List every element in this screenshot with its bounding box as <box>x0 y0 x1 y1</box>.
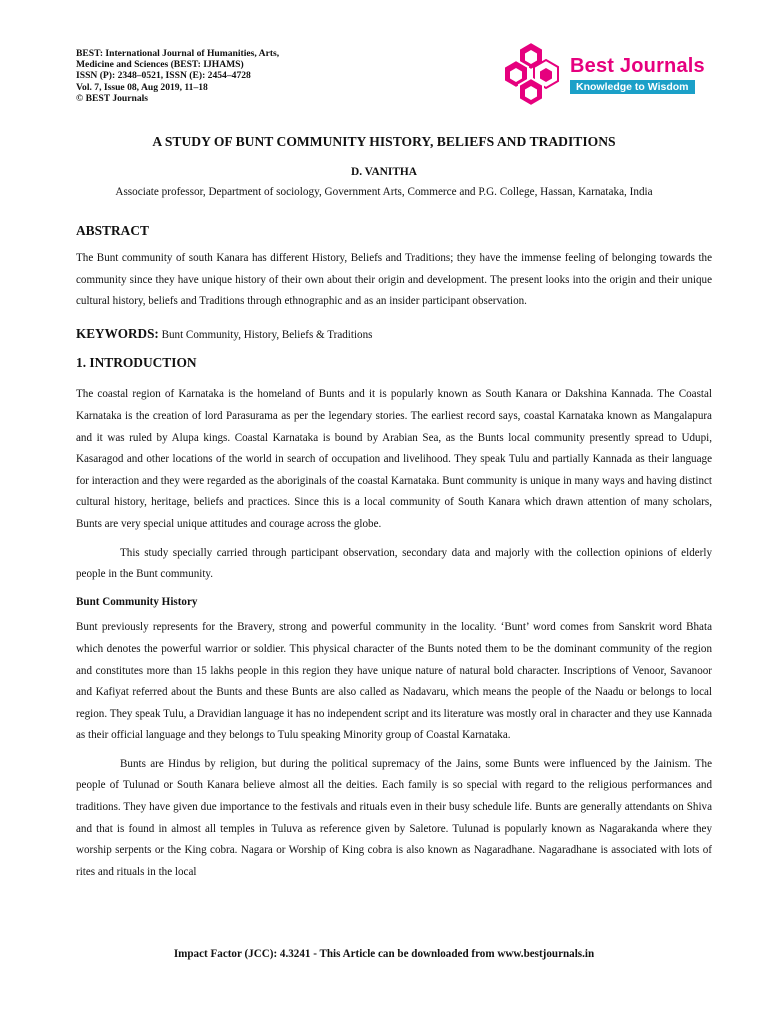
keywords-text: Bunt Community, History, Beliefs & Traditions <box>158 328 373 341</box>
copyright-line: © BEST Journals <box>76 92 149 104</box>
journal-info <box>76 48 279 104</box>
history-paragraph-1: Bunt previously represents for the Bravery, strong and powerful community in the locality. ‘Bunt’ word comes from Sanskrit word Bhata which denotes the powerful warrior or soldier. This physical character of the Bunts noted them to be the dominant community of the region and constitutes more than 15 lakhs people in this region they have unique nature of natural bold character. Inscriptions of Venoor, Savanoor and Kafiyat referred about the Bunts and these Bunts are also called as Nadavaru, which means the people of the Naadu or belongs to local region. They speak Tulu, a Dravidian language it has no independent script and its literature was mostly oral in character and they use Kannada as their official language and they belongs to Tulu speaking Minority group of Coastal Karnataka. <box>76 621 712 742</box>
article-title: A STUDY OF BUNT COMMUNITY HISTORY, BELIEFS AND TRADITIONS <box>152 134 616 149</box>
journal-name-line: BEST: International Journal of Humanities, Arts, <box>76 48 280 59</box>
author-name: D. VANITHA <box>350 166 418 178</box>
logo-text <box>570 55 705 95</box>
author-affiliation: Associate professor, Department of sociology, Government Arts, Commerce and P.G. College, Hassan, Karnataka, India <box>115 186 653 198</box>
logo-title: Best Journals <box>570 55 705 77</box>
page-footer: Impact Factor (JCC): 4.3241 - This Article can be downloaded from www.bestjournals.in <box>173 948 595 960</box>
volume-issue-line: Vol. 7, Issue 08, Aug 2019, 11–18 <box>76 81 208 93</box>
best-journals-logo <box>496 40 716 108</box>
keywords-line <box>76 323 712 347</box>
issn-line: ISSN (P): 2348–0521, ISSN (E): 2454–4728 <box>76 70 251 82</box>
history-heading: Bunt Community History <box>76 595 198 608</box>
history-paragraph-2: Bunts are Hindus by religion, but during the political supremacy of the Jains, some Bunts were influenced by the Jainism. The people of Tulunad or South Kanara believe almost all the deities. Each family is so special with regard to the religious performances and traditions. They have given due importance to the festivals and rituals even in their busy schedule life. Bunts are generally attendants on Shiva and that is found in almost all temples in Tuluva as reference given by Saletore. Tulunad is popularly known as Nagarakanda where they worship serpents or the King cobra. Nagara or Worship of King cobra is also known as Nagaradhane. Nagaradhane is associated with lots of rites and rituals in the local <box>76 757 712 878</box>
hexagon-cluster-icon <box>496 40 566 108</box>
article-body <box>76 222 712 883</box>
logo-tagline: Knowledge to Wisdom <box>570 80 695 94</box>
journal-abbrev-line: Medicine and Sciences (BEST: IJHAMS) <box>76 59 244 71</box>
abstract-text: The Bunt community of south Kanara has different History, Beliefs and Traditions; they have the immense feeling of belonging towards the community since they have unique history of their own about their origin and development. The present looks into the origin and their unique cultural history, beliefs and Traditions through ethnographic and as an insider participant observation. <box>76 252 712 308</box>
introduction-heading: 1. INTRODUCTION <box>76 355 197 371</box>
intro-paragraph-1: The coastal region of Karnataka is the homeland of Bunts and it is popularly known as South Kanara or Dakshina Kannada. The Coastal Karnataka is the creation of lord Parasurama as per the legendary stories. The earliest record says, coastal Karnataka known as Mangalapura and it was ruled by Alupa kings. Coastal Karnataka is bound by Arabian Sea, as the Bunts local community presently spread to Udupi, Kasaragod and other locations of the world in search of occupation and livelihood. They speak Tulu and partially Kannada as their language for interaction and they were regarded as the aboriginals of the coastal Karnataka. Bunt community is unique in many ways and having distinct cultural history, heritage, beliefs and practices. Since this is a local community of South Kanara which drawn attention of many scholars, Bunts are very special unique attitudes and courage across the globe. <box>76 388 712 530</box>
keywords-label: KEYWORDS: <box>76 325 159 341</box>
intro-paragraph-2: This study specially carried through participant observation, secondary data and majorly with the collection opinions of elderly people in the Bunt community. <box>76 546 712 581</box>
abstract-heading: ABSTRACT <box>76 223 149 238</box>
